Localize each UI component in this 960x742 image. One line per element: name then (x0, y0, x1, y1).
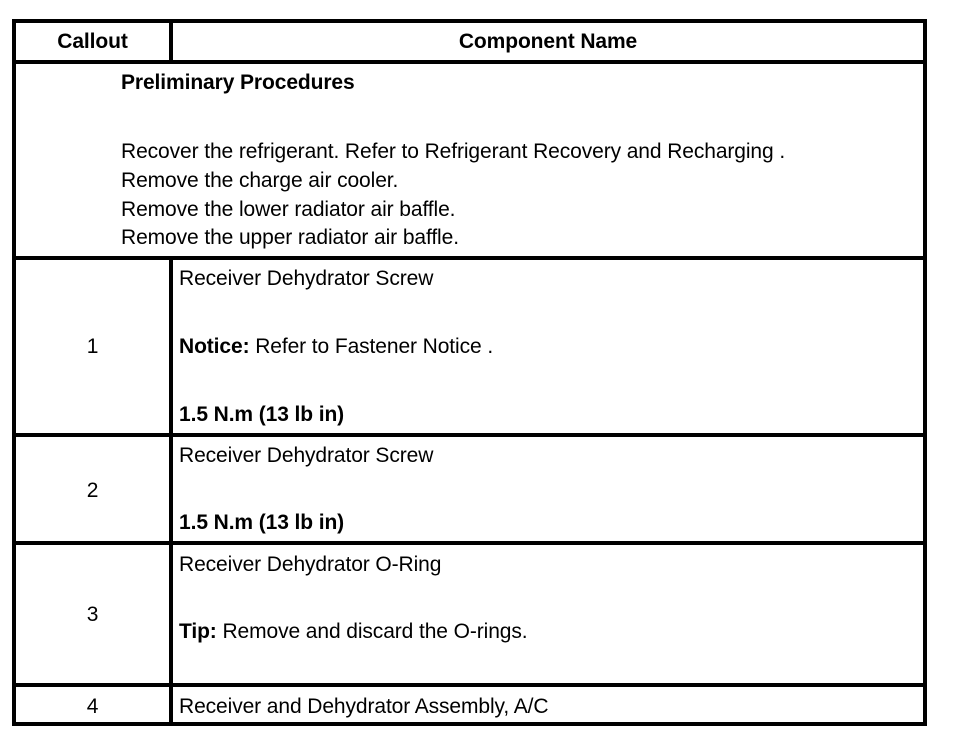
table-border-bottom (12, 722, 927, 726)
header-divider (12, 60, 927, 64)
table-border-right (923, 19, 927, 726)
table-border-top (12, 19, 927, 23)
notice-note (179, 335, 493, 359)
torque-spec: 1.5 N.m (13 lb in) (179, 511, 345, 534)
callout-number: 3 (86, 603, 99, 626)
row-divider (12, 683, 927, 687)
tip-text: Remove and discard the O-rings. (216, 620, 528, 643)
preliminary-step: Remove the lower radiator air baffle. (121, 198, 456, 221)
callout-number: 2 (86, 479, 99, 502)
torque-spec: 1.5 N.m (13 lb in) (179, 403, 345, 426)
callout-number: 4 (86, 695, 99, 718)
notice-label: Notice: (179, 335, 250, 358)
header-component-name: Component Name (458, 30, 638, 53)
preliminary-step: Remove the charge air cooler. (121, 169, 399, 192)
component-name: Receiver Dehydrator Screw (179, 444, 434, 467)
header-callout: Callout (57, 30, 128, 53)
tip-label: Tip: (179, 620, 217, 643)
tip-note (179, 620, 528, 644)
preliminary-step: Remove the upper radiator air baffle. (121, 226, 459, 249)
callout-number: 1 (86, 335, 99, 358)
component-name: Receiver Dehydrator Screw (179, 267, 434, 290)
preliminary-title: Preliminary Procedures (121, 71, 355, 94)
column-divider (169, 256, 173, 726)
row-divider (12, 433, 927, 437)
row-divider (12, 256, 927, 260)
component-name: Receiver and Dehydrator Assembly, A/C (179, 695, 549, 718)
notice-text: Refer to Fastener Notice . (249, 335, 494, 358)
preliminary-step: Recover the refrigerant. Refer to Refrigerant Recovery and Recharging . (121, 140, 786, 163)
component-name: Receiver Dehydrator O-Ring (179, 553, 442, 576)
row-divider (12, 541, 927, 545)
